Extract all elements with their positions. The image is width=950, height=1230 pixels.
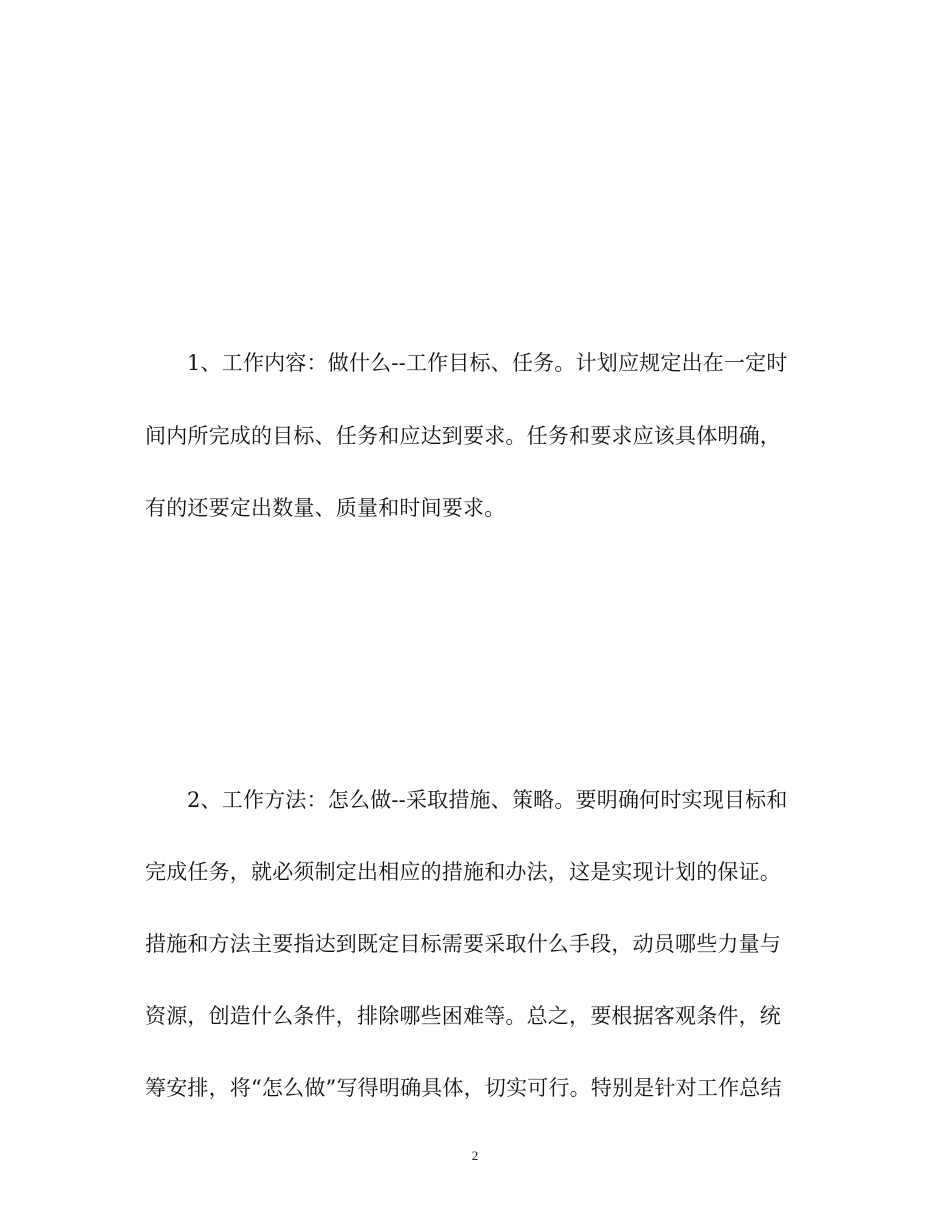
page-number: 2: [471, 1148, 479, 1163]
paragraph-1-line-2: 间内所完成的目标、任务和应达到要求。任务和要求应该具体明确，: [145, 424, 781, 448]
paragraph-1-line-3: 有的还要定出数量、质量和时间要求。: [145, 496, 506, 520]
paragraph-2-line-5: 筹安排，将“怎么做”写得明确具体，切实可行。特别是针对工作总结: [145, 1076, 782, 1100]
paragraph-2-line-1: 2、工作方法：怎么做--采取措施、策略。要明确何时实现目标和: [187, 788, 788, 812]
paragraph-2-line-2: 完成任务，就必须制定出相应的措施和办法，这是实现计划的保证。: [145, 860, 781, 884]
paragraph-1-line-1: 1、工作内容：做什么--工作目标、任务。计划应规定出在一定时: [187, 351, 788, 375]
paragraph-2-line-4: 资源，创造什么条件，排除哪些困难等。总之，要根据客观条件，统: [145, 1004, 781, 1028]
paragraph-2-line-3: 措施和方法主要指达到既定目标需要采取什么手段，动员哪些力量与: [145, 932, 781, 956]
